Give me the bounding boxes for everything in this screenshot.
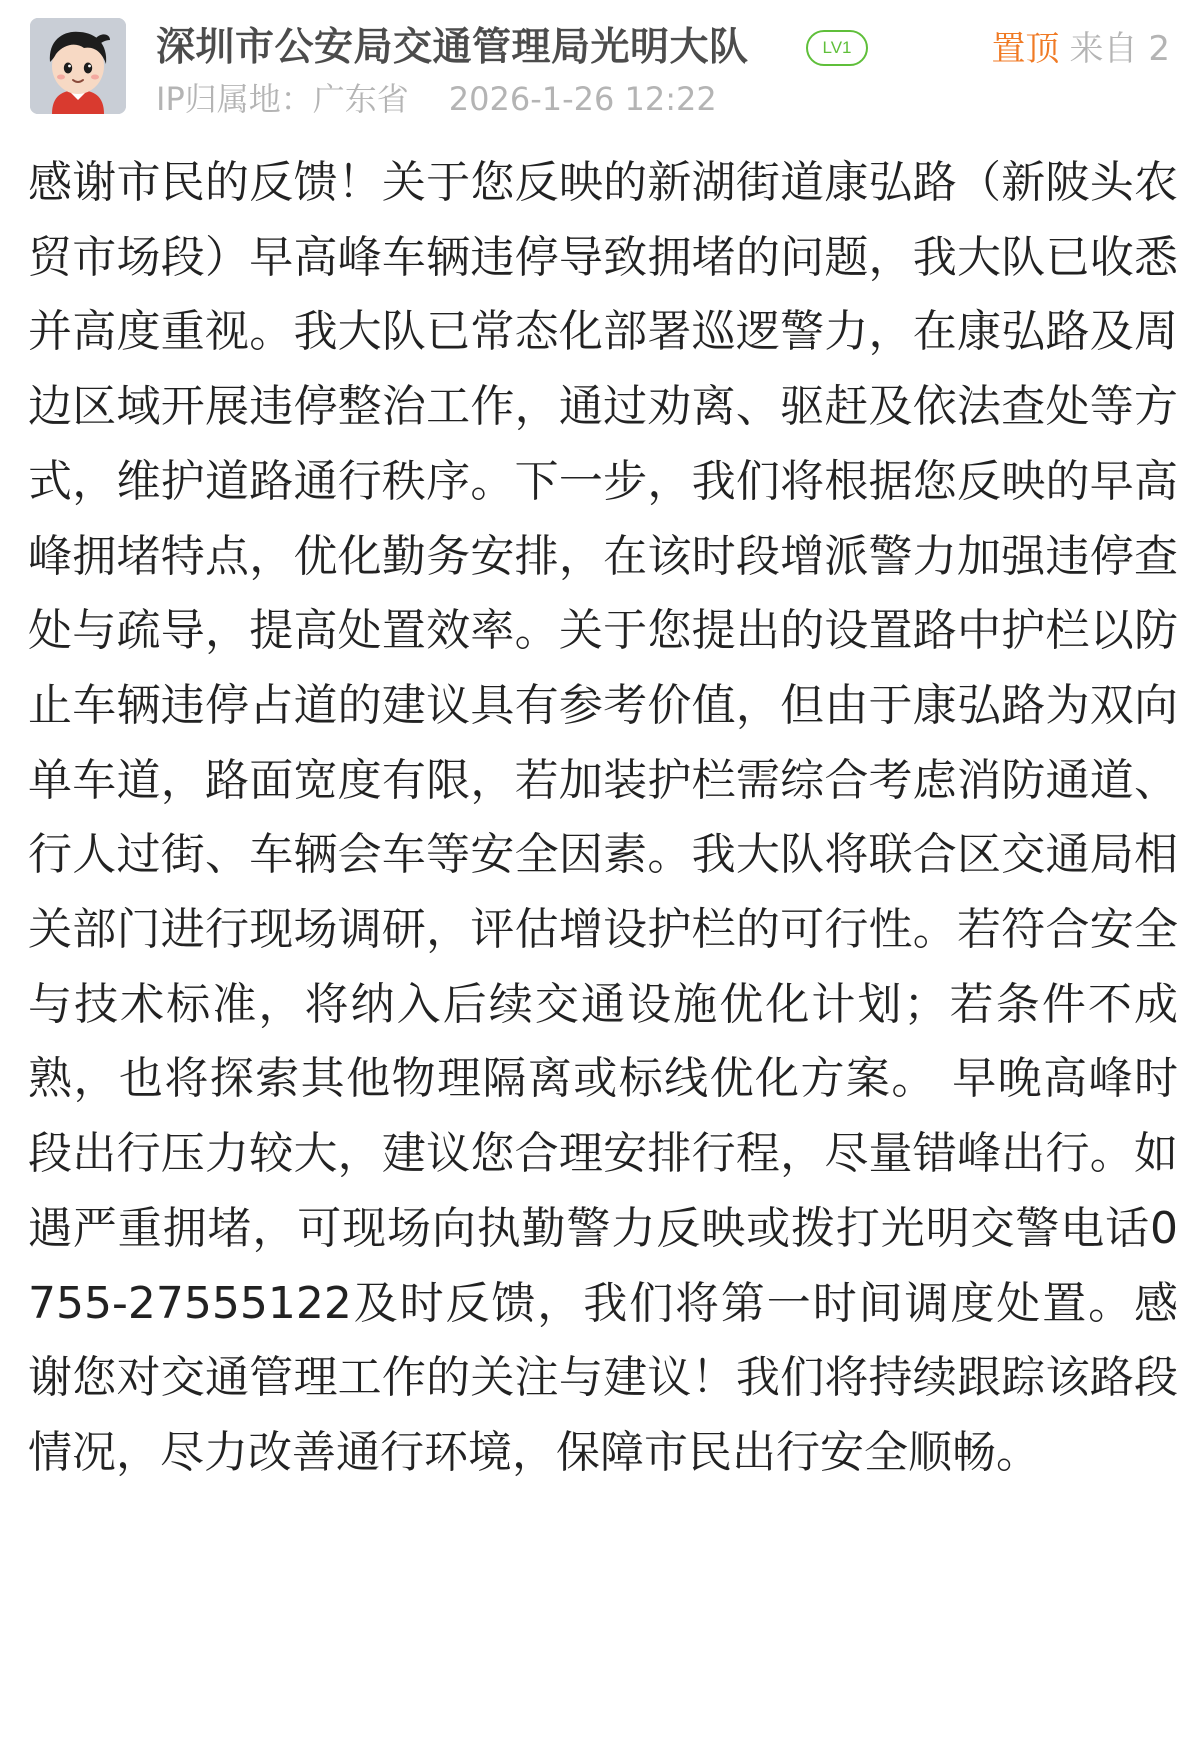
post-timestamp: 2026-1-26 12:22 [448, 80, 717, 118]
floor-label: 来自 2 [1069, 29, 1170, 69]
post-header [0, 0, 1200, 125]
post-meta [156, 78, 717, 120]
ip-location: IP归属地：广东省 [156, 80, 409, 118]
cartoon-child-avatar-icon [30, 18, 126, 114]
pinned-label: 置顶 [991, 29, 1060, 69]
avatar[interactable] [30, 18, 126, 114]
post-body: 感谢市民的反馈！关于您反映的新湖街道康弘路（新陂头农贸市场段）早高峰车辆违停导致拥堵的问题，我大队已收悉并高度重视。我大队已常态化部署巡逻警力，在康弘路及周边区域开展违停整治工作，通过劝离、驱赶及依法查处等方式，维护道路通行秩序。下一步，我们将根据您反映的早高峰拥堵特点，优化勤务安排，在该时段增派警力加强违停查处与疏导，提高处置效率。关于您提出的设置路中护栏以防止车辆违停占道的建议具有参考价值，但由于康弘路为双向单车道，路面宽度有限，若加装护栏需综合考虑消防通道、行人过街、车辆会车等安全因素。我大队将联合区交通局相关部门进行现场调研，评估增设护栏的可行性。若符合安全与技术标准，将纳入后续交通设施优化计划；若条件不成熟，也将探索其他物理隔离或标线优化方案。 早晚高峰时段出行压力较大，建议您合理安排行程，尽量错峰出行。如遇严重拥堵，可现场向执勤警力反映或拨打光明交警电话0755-27555122及时反馈，我们将第一时间调度处置。感谢您对交通管理工作的关注与建议！我们将持续跟踪该路段情况，尽力改善通行环境，保障市民出行安全顺畅。 [28, 157, 1178, 1478]
author-name[interactable]: 深圳市公安局交通管理局光明大队 [156, 25, 749, 70]
pin-area [992, 26, 1170, 72]
level-badge: LV1 [806, 30, 868, 66]
